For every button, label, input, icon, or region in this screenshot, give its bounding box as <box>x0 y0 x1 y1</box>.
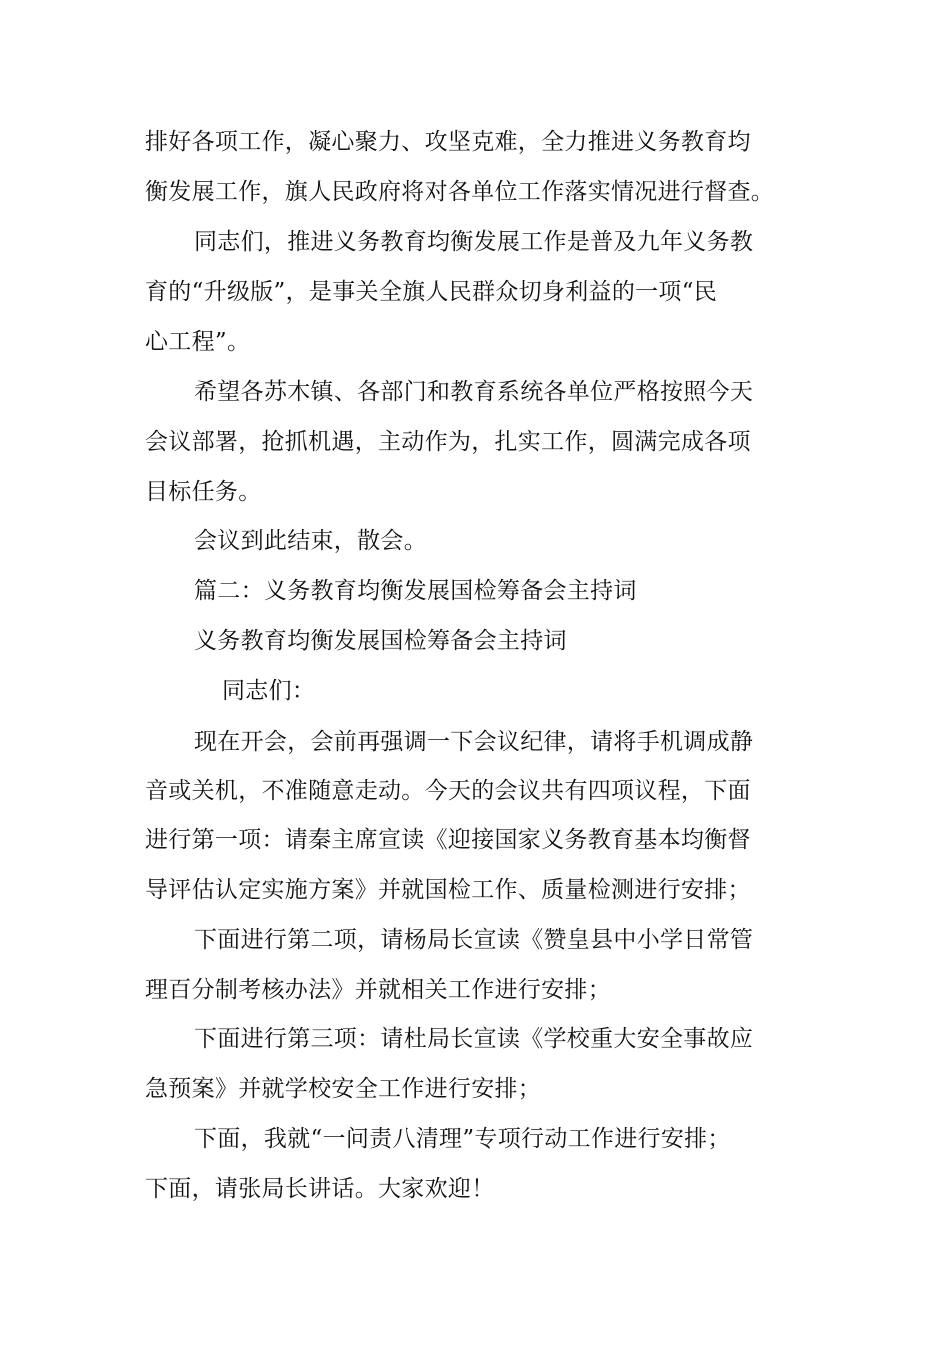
text-line: 衡发展工作，旗人民政府将对各单位工作落实情况进行督查。 <box>145 179 775 205</box>
text-line: 急预案》并就学校安全工作进行安排； <box>145 1076 542 1102</box>
text-line: 会议到此结束，散会。 <box>194 528 427 554</box>
text-line: 导评估认定实施方案》并就国检工作、质量检测进行安排； <box>145 877 751 903</box>
text-line: 现在开会，会前再强调一下会议纪律，请将手机调成静 <box>194 729 754 755</box>
text-line: 进行第一项：请秦主席宣读《迎接国家义务教育基本均衡督 <box>145 827 751 853</box>
text-line: 下面，我就“一问责八清理”专项行动工作进行安排； <box>194 1126 731 1152</box>
text-line: 会议部署，抢抓机遇，主动作为，扎实工作，圆满完成各项 <box>145 429 751 455</box>
text-line: 目标任务。 <box>145 479 262 505</box>
text-line: 育的“升级版”，是事关全旗人民群众切身利益的一项“民 <box>145 279 718 305</box>
text-line: 理百分制考核办法》并就相关工作进行安排； <box>145 977 611 1003</box>
text-line: 同志们，推进义务教育均衡发展工作是普及九年义务教 <box>194 229 754 255</box>
text-line: 下面，请张局长讲话。大家欢迎！ <box>145 1176 495 1202</box>
text-line: 排好各项工作，凝心聚力、攻坚克难，全力推进义务教育均 <box>145 129 751 155</box>
salutation: 同志们： <box>222 678 316 704</box>
text-line: 希望各苏木镇、各部门和教育系统各单位严格按照今天 <box>194 379 754 405</box>
text-line: 心工程”。 <box>145 329 251 355</box>
text-line: 下面进行第三项：请杜局长宣读《学校重大安全事故应 <box>194 1026 754 1052</box>
text-line: 下面进行第二项，请杨局长宣读《赞皇县中小学日常管 <box>194 927 754 953</box>
section-title: 义务教育均衡发展国检筹备会主持词 <box>194 628 567 654</box>
section-heading: 篇二：义务教育均衡发展国检筹备会主持词 <box>194 578 637 604</box>
text-line: 音或关机，不准随意走动。今天的会议共有四项议程，下面 <box>145 778 751 804</box>
